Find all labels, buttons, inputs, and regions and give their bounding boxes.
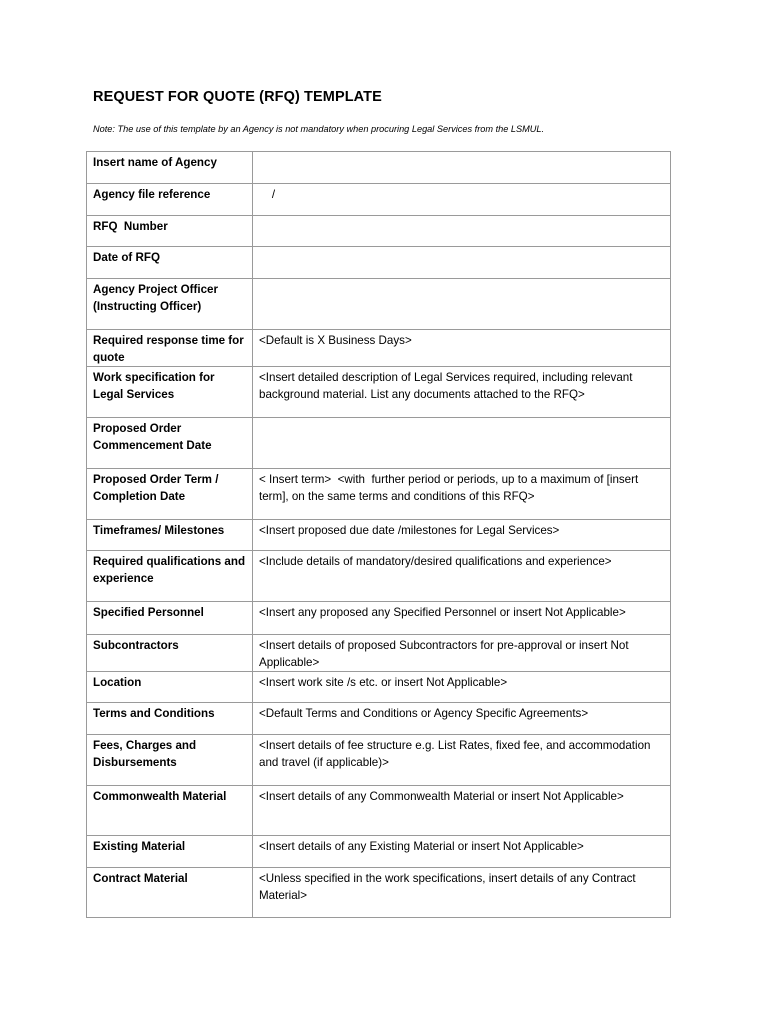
- rfq-table: [86, 151, 671, 918]
- table-row: [87, 367, 671, 418]
- row-value: <Insert proposed due date /milestones for Legal Services>: [253, 520, 671, 551]
- row-label: Timeframes/ Milestones: [87, 520, 253, 551]
- row-label: Agency file reference: [87, 184, 253, 216]
- row-label: RFQ Number: [87, 216, 253, 247]
- table-row: [87, 279, 671, 330]
- row-label: Subcontractors: [87, 635, 253, 672]
- table-row: [87, 469, 671, 520]
- table-row: [87, 868, 671, 918]
- row-label: Proposed Order Commencement Date: [87, 418, 253, 469]
- row-value: [253, 216, 671, 247]
- row-value: [253, 418, 671, 469]
- row-value: <Insert details of any Existing Material or insert Not Applicable>: [253, 836, 671, 868]
- table-row: [87, 184, 671, 216]
- table-row: [87, 602, 671, 635]
- table-row: [87, 703, 671, 735]
- row-value: <Insert details of fee structure e.g. List Rates, fixed fee, and accommodation and travel (if applicable)>: [253, 735, 671, 786]
- row-value: [253, 152, 671, 184]
- row-value: <Insert details of any Commonwealth Material or insert Not Applicable>: [253, 786, 671, 836]
- row-label: Proposed Order Term / Completion Date: [87, 469, 253, 520]
- document-note: Note: The use of this template by an Agency is not mandatory when procuring Legal Services from the LSMUL.: [93, 124, 545, 134]
- row-label: Fees, Charges and Disbursements: [87, 735, 253, 786]
- row-label: Required response time for quote: [87, 330, 253, 367]
- table-row: [87, 418, 671, 469]
- row-label: Contract Material: [87, 868, 253, 918]
- table-row: [87, 672, 671, 703]
- row-value: <Unless specified in the work specifications, insert details of any Contract Material>: [253, 868, 671, 918]
- row-label: Existing Material: [87, 836, 253, 868]
- row-label: Work specification for Legal Services: [87, 367, 253, 418]
- table-row: [87, 520, 671, 551]
- table-row: [87, 635, 671, 672]
- row-value: [253, 279, 671, 330]
- document-title: REQUEST FOR QUOTE (RFQ) TEMPLATE: [93, 89, 382, 105]
- table-row: [87, 152, 671, 184]
- row-value: <Insert work site /s etc. or insert Not Applicable>: [253, 672, 671, 703]
- row-value: <Default is X Business Days>: [253, 330, 671, 367]
- row-value: <Include details of mandatory/desired qualifications and experience>: [253, 551, 671, 602]
- table-row: [87, 330, 671, 367]
- row-label: Location: [87, 672, 253, 703]
- row-label: Required qualifications and experience: [87, 551, 253, 602]
- row-value: <Insert any proposed any Specified Personnel or insert Not Applicable>: [253, 602, 671, 635]
- row-label: Commonwealth Material: [87, 786, 253, 836]
- table-row: [87, 247, 671, 279]
- table-row: [87, 216, 671, 247]
- row-value: [253, 247, 671, 279]
- row-label: Agency Project Officer (Instructing Officer): [87, 279, 253, 330]
- row-label: Terms and Conditions: [87, 703, 253, 735]
- table-row: [87, 836, 671, 868]
- table-row: [87, 551, 671, 602]
- table-row: [87, 735, 671, 786]
- row-label: Specified Personnel: [87, 602, 253, 635]
- row-value: <Insert details of proposed Subcontractors for pre-approval or insert Not Applicable>: [253, 635, 671, 672]
- row-label: Insert name of Agency: [87, 152, 253, 184]
- row-label: Date of RFQ: [87, 247, 253, 279]
- row-value: <Insert detailed description of Legal Services required, including relevant background material. List any documents attached to the RFQ>: [253, 367, 671, 418]
- row-value: < Insert term> <with further period or periods, up to a maximum of [insert term], on the same terms and conditions of this RFQ>: [253, 469, 671, 520]
- row-value: <Default Terms and Conditions or Agency Specific Agreements>: [253, 703, 671, 735]
- row-value: /: [253, 184, 671, 216]
- table-row: [87, 786, 671, 836]
